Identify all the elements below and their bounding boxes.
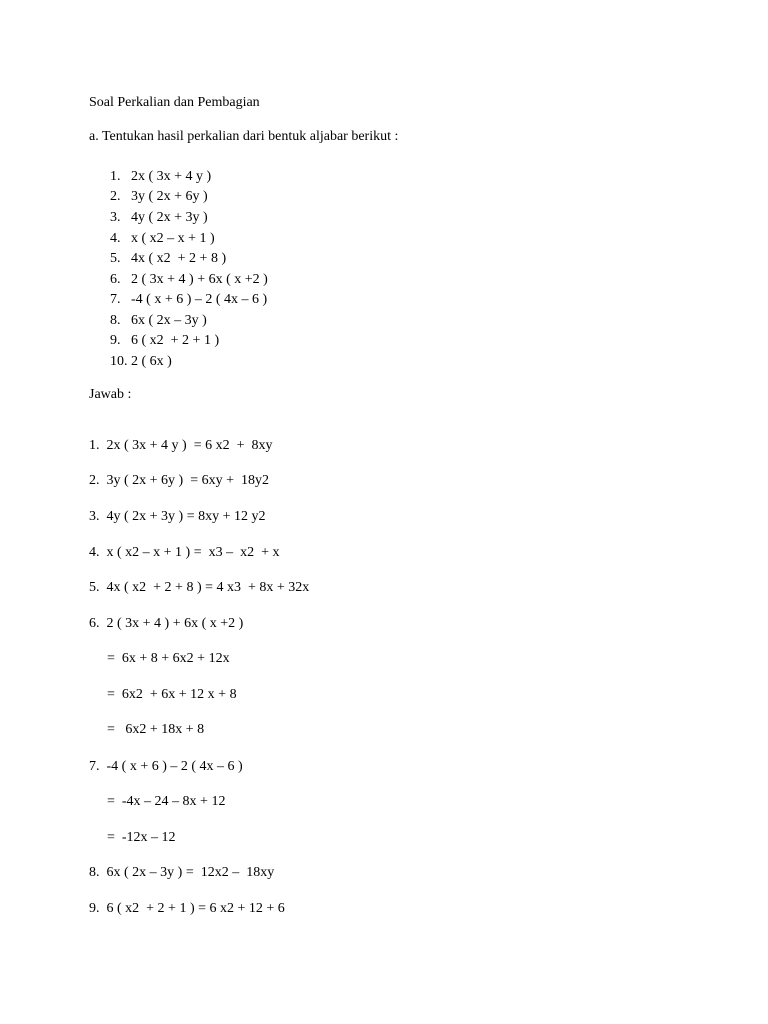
page-title: Soal Perkalian dan Pembagian xyxy=(89,95,260,110)
answer-line: 5. 4x ( x2 + 2 + 8 ) = 4 x3 + 8x + 32x xyxy=(89,580,310,595)
question-text: 2x ( 3x + 4 y ) xyxy=(131,169,212,184)
question-number: 7. xyxy=(110,292,121,307)
instruction-text: a. Tentukan hasil perkalian dari bentuk aljabar berikut : xyxy=(89,129,399,144)
question-number: 8. xyxy=(110,313,121,328)
question-number: 10. xyxy=(110,354,128,369)
question-text: 6x ( 2x – 3y ) xyxy=(131,313,207,328)
answer-line: 9. 6 ( x2 + 2 + 1 ) = 6 x2 + 12 + 6 xyxy=(89,901,285,916)
question-number: 5. xyxy=(110,251,121,266)
answer-step: = 6x2 + 6x + 12 x + 8 xyxy=(107,687,237,702)
answer-line: 1. 2x ( 3x + 4 y ) = 6 x2 + 8xy xyxy=(89,438,273,453)
question-text: -4 ( x + 6 ) – 2 ( 4x – 6 ) xyxy=(131,292,268,307)
answer-line: 7. -4 ( x + 6 ) – 2 ( 4x – 6 ) xyxy=(89,759,243,774)
question-text: 2 ( 3x + 4 ) + 6x ( x +2 ) xyxy=(131,272,268,287)
answer-step: = -12x – 12 xyxy=(107,830,176,845)
question-number: 6. xyxy=(110,272,121,287)
question-number: 9. xyxy=(110,333,121,348)
question-number: 2. xyxy=(110,189,121,204)
question-text: 3y ( 2x + 6y ) xyxy=(131,189,208,204)
question-text: 4y ( 2x + 3y ) xyxy=(131,210,208,225)
question-number: 1. xyxy=(110,169,121,184)
answer-step: = 6x2 + 18x + 8 xyxy=(107,722,205,737)
answer-line: 6. 2 ( 3x + 4 ) + 6x ( x +2 ) xyxy=(89,616,244,631)
question-text: 2 ( 6x ) xyxy=(131,354,172,369)
answer-step: = 6x + 8 + 6x2 + 12x xyxy=(107,651,230,666)
answer-line: 8. 6x ( 2x – 3y ) = 12x2 – 18xy xyxy=(89,865,275,880)
question-number: 4. xyxy=(110,231,121,246)
answer-line: 2. 3y ( 2x + 6y ) = 6xy + 18y2 xyxy=(89,473,270,488)
answer-line: 3. 4y ( 2x + 3y ) = 8xy + 12 y2 xyxy=(89,509,266,524)
answer-heading: Jawab : xyxy=(89,387,132,402)
answer-step: = -4x – 24 – 8x + 12 xyxy=(107,794,226,809)
answer-line: 4. x ( x2 – x + 1 ) = x3 – x2 + x xyxy=(89,545,280,560)
question-text: x ( x2 – x + 1 ) xyxy=(131,231,215,246)
question-text: 6 ( x2 + 2 + 1 ) xyxy=(131,333,220,348)
question-text: 4x ( x2 + 2 + 8 ) xyxy=(131,251,227,266)
question-number: 3. xyxy=(110,210,121,225)
